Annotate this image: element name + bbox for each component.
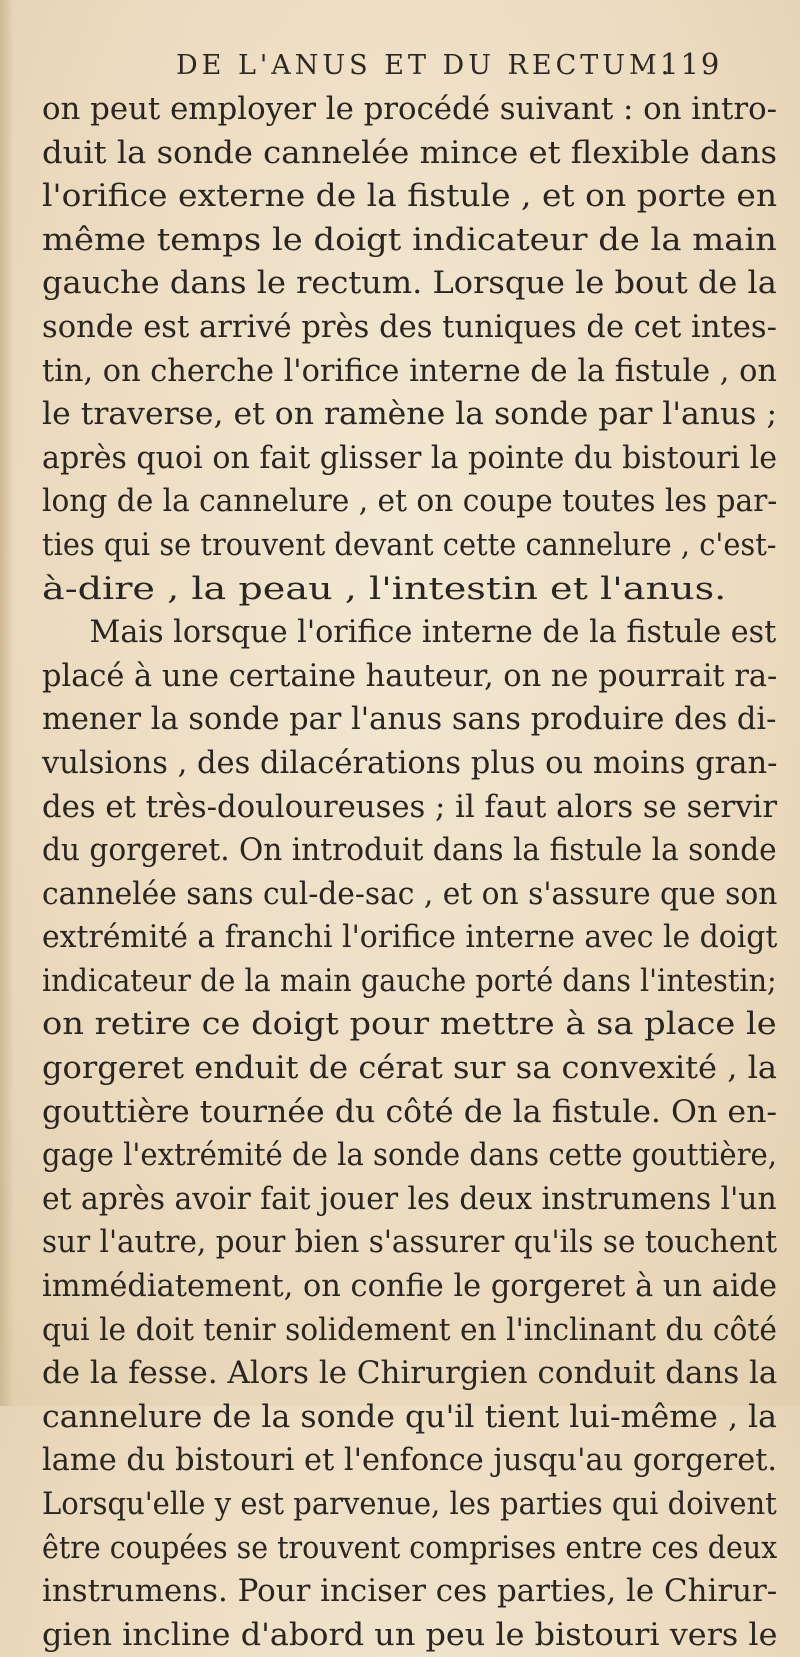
text-line: des et très-douloureuses ; il faut alors se servir — [42, 789, 778, 825]
text-line: à-dire , la peau , l'intestin et l'anus. — [42, 571, 727, 607]
text-line: lame du bistouri et l'enfonce jusqu'au gorgeret. — [42, 1443, 778, 1479]
text-line: ties qui se trouvent devant cette cannelure , c'est- — [42, 527, 777, 563]
text-line: cannelée sans cul-de-sac , et on s'assure que son — [42, 876, 778, 912]
text-line: cannelure de la sonde qu'il tient lui-même , la — [42, 1399, 778, 1435]
text-line: extrémité a franchi l'orifice interne avec le doigt — [42, 920, 778, 956]
page-edge-shadow — [0, 0, 14, 1406]
text-line: immédiatement, on confie le gorgeret à un aide — [42, 1269, 778, 1305]
text-line: de la fesse. Alors le Chirurgien conduit dans la — [42, 1356, 778, 1392]
text-line: sonde est arrivé près des tuniques de cet intes- — [42, 309, 777, 345]
text-line: mener la sonde par l'anus sans produire des di- — [42, 702, 777, 738]
text-line: et après avoir fait jouer les deux instrumens l'un — [42, 1181, 777, 1217]
running-title: DE L'ANUS ET DU RECTUM. — [176, 50, 674, 81]
text-line: long de la cannelure , et on coupe toutes les par- — [42, 484, 778, 520]
text-line: gauche dans le rectum. Lorsque le bout de la — [42, 266, 777, 302]
text-line: du gorgeret. On introduit dans la fistule la sonde — [42, 833, 777, 869]
text-line: gorgeret enduit de cérat sur sa convexité , la — [42, 1051, 778, 1087]
text-line: Lorsqu'elle y est parvenue, les parties qui doivent — [42, 1487, 777, 1522]
text-line: indicateur de la main gauche porté dans l'intestin; — [42, 963, 777, 999]
text-line: gouttière tournée du côté de la fistule. On en- — [42, 1094, 778, 1130]
text-line: après quoi on fait glisser la pointe du bistouri le — [42, 440, 778, 476]
page-number: 119 — [660, 47, 722, 81]
body-text — [42, 88, 782, 1657]
text-line: duit la sonde cannelée mince et flexible dans — [42, 135, 778, 171]
text-line: on retire ce doigt pour mettre à sa place le — [42, 1007, 777, 1043]
text-line: on peut employer le procédé suivant : on intro- — [42, 92, 778, 127]
text-line: même temps le doigt indicateur de la main — [42, 222, 777, 258]
text-line: vulsions , des dilacérations plus ou moins gran- — [42, 745, 778, 781]
text-line: gage l'extrémité de la sonde dans cette gouttière, — [42, 1138, 777, 1174]
paragraph-start-line: Mais lorsque l'orifice interne de la fistule est — [89, 615, 777, 651]
text-line: sur l'autre, pour bien s'assurer qu'ils se touchent — [42, 1225, 778, 1261]
text-line: l'orifice externe de la fistule , et on porte en — [42, 179, 778, 215]
text-line: tin, on cherche l'orifice interne de la fistule , on — [42, 353, 777, 389]
text-line: instrumens. Pour inciser ces parties, le Chirur- — [42, 1574, 778, 1610]
text-line: placé à une certaine hauteur, on ne pourrait ra- — [42, 658, 778, 694]
text-line: le traverse, et on ramène la sonde par l'anus ; — [42, 397, 778, 433]
text-line: gien incline d'abord un peu le bistouri vers le — [42, 1617, 778, 1653]
text-line: être coupées se trouvent comprises entre ces deux — [42, 1530, 778, 1566]
text-line: qui le doit tenir solidement en l'inclinant du côté — [42, 1312, 777, 1348]
